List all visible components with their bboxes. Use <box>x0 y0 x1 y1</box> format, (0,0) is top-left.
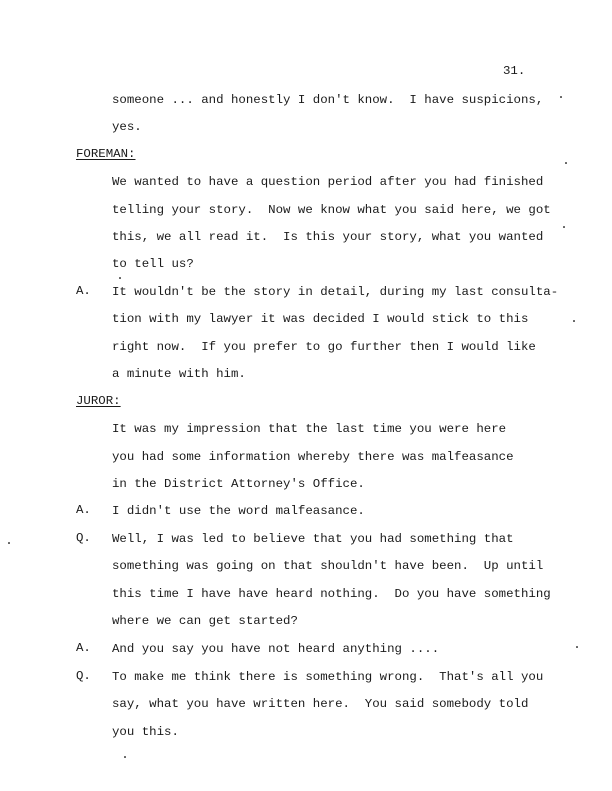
question-marker: Q. <box>76 531 91 545</box>
speaker-label-juror: JUROR: <box>76 394 121 408</box>
transcript-line: It wouldn't be the story in detail, during my last consulta- <box>112 285 559 299</box>
scan-speck <box>124 756 126 758</box>
speaker-label-foreman: FOREMAN: <box>76 147 136 161</box>
transcript-line: someone ... and honestly I don't know. I have suspicions, <box>112 93 544 107</box>
scan-speck <box>573 320 575 322</box>
transcript-line: To make me think there is something wrong. That's all you <box>112 670 544 684</box>
transcript-line: yes. <box>112 120 142 134</box>
transcript-line: say, what you have written here. You said somebody told <box>112 697 529 711</box>
transcript-line: And you say you have not heard anything .... <box>112 642 440 656</box>
scan-speck <box>8 542 10 544</box>
transcript-line: to tell us? <box>112 257 194 271</box>
transcript-line: Well, I was led to believe that you had something that <box>112 532 514 546</box>
transcript-line: something was going on that shouldn't have been. Up until <box>112 559 544 573</box>
scan-speck <box>560 96 562 98</box>
transcript-line: in the District Attorney's Office. <box>112 477 365 491</box>
answer-marker: A. <box>76 503 91 517</box>
transcript-line: where we can get started? <box>112 614 298 628</box>
scan-speck <box>565 162 567 164</box>
transcript-line: right now. If you prefer to go further then I would like <box>112 340 536 354</box>
transcript-line: this, we all read it. Is this your story, what you wanted <box>112 230 544 244</box>
answer-marker: A. <box>76 284 91 298</box>
transcript-line: telling your story. Now we know what you said here, we got <box>112 203 551 217</box>
answer-marker: A. <box>76 641 91 655</box>
transcript-line: We wanted to have a question period after you had finished <box>112 175 544 189</box>
transcript-line: tion with my lawyer it was decided I would stick to this <box>112 312 529 326</box>
transcript-line: you had some information whereby there was malfeasance <box>112 450 514 464</box>
scan-speck <box>119 277 121 279</box>
transcript-line: you this. <box>112 725 179 739</box>
transcript-line: I didn't use the word malfeasance. <box>112 504 365 518</box>
scan-speck <box>563 226 565 228</box>
transcript-line: this time I have have heard nothing. Do you have something <box>112 587 551 601</box>
scan-speck <box>576 646 578 648</box>
question-marker: Q. <box>76 669 91 683</box>
page-number: 31. <box>503 64 526 78</box>
transcript-line: It was my impression that the last time you were here <box>112 422 507 436</box>
transcript-line: a minute with him. <box>112 367 246 381</box>
